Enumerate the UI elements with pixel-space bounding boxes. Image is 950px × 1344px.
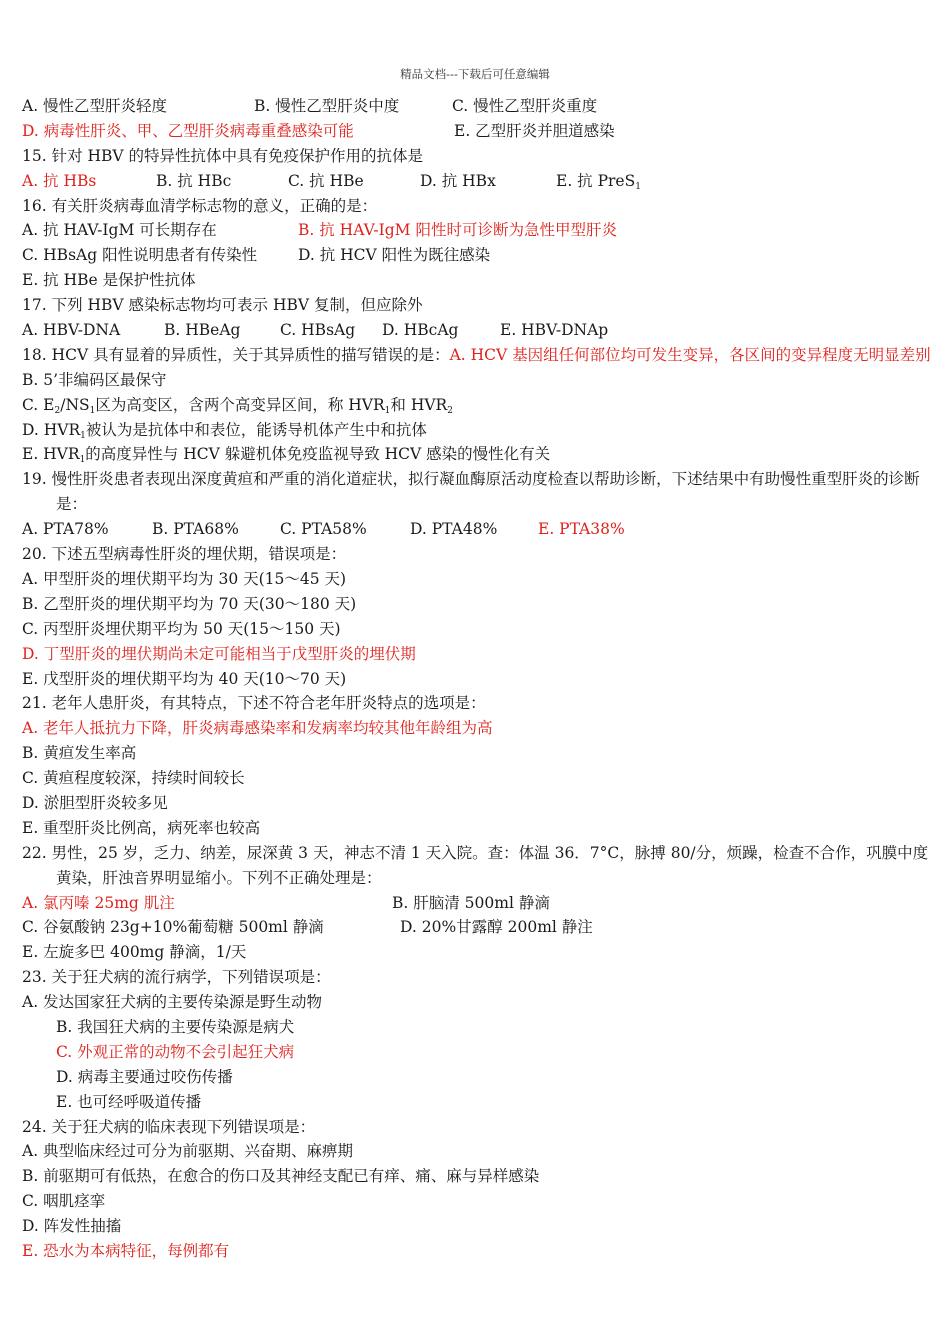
q23-option-e: E. 也可经呼吸道传播 [56,1092,202,1111]
q18-option-c: C. $E_2/NS_1$区为高变区，含两个高变异区间，称 $HVR_1$和 $HVR_2$ [22,395,453,416]
q15-option-b: B. 抗 HBc [156,171,232,190]
q20-option-a: A. 甲型肝炎的埋伏期平均为 30 天(15～45 天) [22,569,347,588]
q14-option-c: C. 慢性乙型肝炎重度 [452,97,598,115]
q16-options-row1 [22,218,932,243]
q22-option-b: B. 肝脑清 500ml 静滴 [392,893,550,912]
q14-option-d-answer: D. 病毒性肝炎、甲、乙型肝炎病毒重叠感染可能 [22,121,354,140]
q15-stem: 15. 针对 HBV 的特异性抗体中具有免疫保护作用的抗体是 [22,146,424,165]
q17-option-d: D. HBcAg [382,321,459,340]
q19-option-c: C. PTA58% [280,520,367,539]
q17-option-a: A. HBV-DNA [22,321,121,340]
q22-options-row2 [22,915,932,940]
q17-option-e: E. HBV-DNAp [500,321,609,340]
q17-option-b: B. HBeAg [164,321,241,340]
q16-option-b-answer: B. 抗 HAV-IgM 阳性时可诊断为急性甲型肝炎 [298,221,617,240]
q16-options-row2 [22,243,932,268]
q23-option-b: B. 我国狂犬病的主要传染源是病犬 [56,1018,295,1037]
q23-option-d: D. 病毒主要通过咬伤传播 [56,1067,233,1086]
q16-stem: 16. 有关肝炎病毒血清学标志物的意义，正确的是： [22,196,378,215]
q19-stem: 19. 慢性肝炎患者表现出深度黄疸和严重的消化道症状，拟行凝血酶原活动度检查以帮助诊断，下述结果中有助慢性重型肝炎的诊断是： [22,470,920,514]
q23-option-c-answer: C. 外观正常的动物不会引起狂犬病 [56,1042,295,1061]
q15-option-e: E. 抗 PreS$_1$ [556,171,641,192]
q24-option-c: C. 咽肌痉挛 [22,1192,106,1211]
q21-option-a-answer: A. 老年人抵抗力下降，肝炎病毒感染率和发病率均较其他年龄组为高 [22,719,493,738]
q16-option-e: E. 抗 HBe 是保护性抗体 [22,271,196,290]
q14-options-row2 [22,119,932,144]
q18-option-a-answer: A. HCV 基因组任何部位均可发生变异，各区间的变异程度无明显差别 [449,345,931,364]
q20-stem: 20. 下述五型病毒性肝炎的埋伏期，错误项是： [22,545,347,564]
q21-option-e: E. 重型肝炎比例高，病死率也较高 [22,818,261,837]
q18-stem: 18. HCV 具有显着的异质性，关于其异质性的描写错误的是： [22,345,450,364]
q14-options-row1 [22,94,932,119]
q16-option-d: D. 抗 HCV 阳性为既往感染 [298,246,491,265]
q24-option-d: D. 阵发性抽搐 [22,1217,122,1236]
document-body [22,94,932,1264]
q18-stem-with-answer [22,343,932,368]
q21-option-c: C. 黄疸程度较深，持续时间较长 [22,769,245,788]
q20-option-b: B. 乙型肝炎的埋伏期平均为 70 天(30～180 天) [22,594,357,613]
q15-option-c: C. 抗 HBe [288,171,364,190]
q15-options [22,169,932,194]
q22-option-e: E. 左旋多巴 400mg 静滴，1/天 [22,943,247,962]
q24-option-b: B. 前驱期可有低热，在愈合的伤口及其神经支配已有痒、痛、麻与异样感染 [22,1167,540,1186]
q19-option-e-answer: E. PTA38% [538,520,625,539]
q20-option-e: E. 戊型肝炎的埋伏期平均为 40 天(10～70 天) [22,669,347,688]
q24-option-a: A. 典型临床经过可分为前驱期、兴奋期、麻痹期 [22,1142,354,1161]
q17-options [22,318,932,343]
q14-option-e: E. 乙型肝炎并胆道感染 [454,121,615,140]
q21-stem: 21. 老年人患肝炎，有其特点，下述不符合老年肝炎特点的选项是： [22,694,486,713]
q22-stem: 22. 男性，25 岁，乏力、纳差，尿深黄 3 天，神志不清 1 天入院。查：体温 36．7°C，脉搏 80/分，烦躁，检查不合作，巩膜中度黄染，肝浊音界明显缩小。下列不正确处理是： [22,843,929,887]
q23-option-a: A. 发达国家狂犬病的主要传染源是野生动物 [22,993,323,1012]
q23-stem: 23. 关于狂犬病的流行病学，下列错误项是： [22,968,331,987]
q24-stem: 24. 关于狂犬病的临床表现下列错误项是： [22,1117,316,1136]
q22-options-row1 [22,891,932,916]
q19-option-d: D. PTA48% [410,520,498,539]
q24-option-e-answer: E. 恐水为本病特征，每例都有 [22,1242,230,1261]
q15-option-a-answer: A. 抗 HBs [22,171,97,190]
q22-option-c: C. 谷氨酸钠 23g+10%葡萄糖 500ml 静滴 [22,918,324,937]
q17-option-c: C. HBsAg [280,321,356,340]
q16-option-a: A. 抗 HAV-IgM 可长期存在 [22,221,217,240]
q20-option-c: C. 丙型肝炎埋伏期平均为 50 天(15～150 天) [22,619,341,638]
q22-option-a-answer: A. 氯丙嗪 25mg 肌注 [22,893,175,912]
q19-option-b: B. PTA68% [152,520,239,539]
q16-option-c: C. HBsAg 阳性说明患者有传染性 [22,246,258,265]
q20-option-d-answer: D. 丁型肝炎的埋伏期尚未定可能相当于戊型肝炎的埋伏期 [22,644,416,663]
q21-option-b: B. 黄疸发生率高 [22,744,137,763]
q18-option-b: B. 5’非编码区最保守 [22,370,167,389]
q14-option-b: B. 慢性乙型肝炎中度 [254,97,400,115]
page-header: 精品文档---下载后可任意编辑 [400,67,550,81]
q17-stem: 17. 下列 HBV 感染标志物均可表示 HBV 复制，但应除外 [22,296,423,315]
q18-option-d: D. $HVR_1$被认为是抗体中和表位，能诱导机体产生中和抗体 [22,420,427,441]
q18-option-e: E. $HVR_1$的高度异性与 HCV 躲避机体免疫监视导致 HCV 感染的慢性化有关 [22,445,551,466]
q14-option-a: A. 慢性乙型肝炎轻度 [22,97,168,115]
q19-options [22,517,932,542]
q19-option-a: A. PTA78% [22,520,109,539]
q21-option-d: D. 淤胆型肝炎较多见 [22,793,168,812]
q15-option-d: D. 抗 HBx [420,171,496,190]
q22-option-d: D. 20%甘露醇 200ml 静注 [400,918,593,937]
